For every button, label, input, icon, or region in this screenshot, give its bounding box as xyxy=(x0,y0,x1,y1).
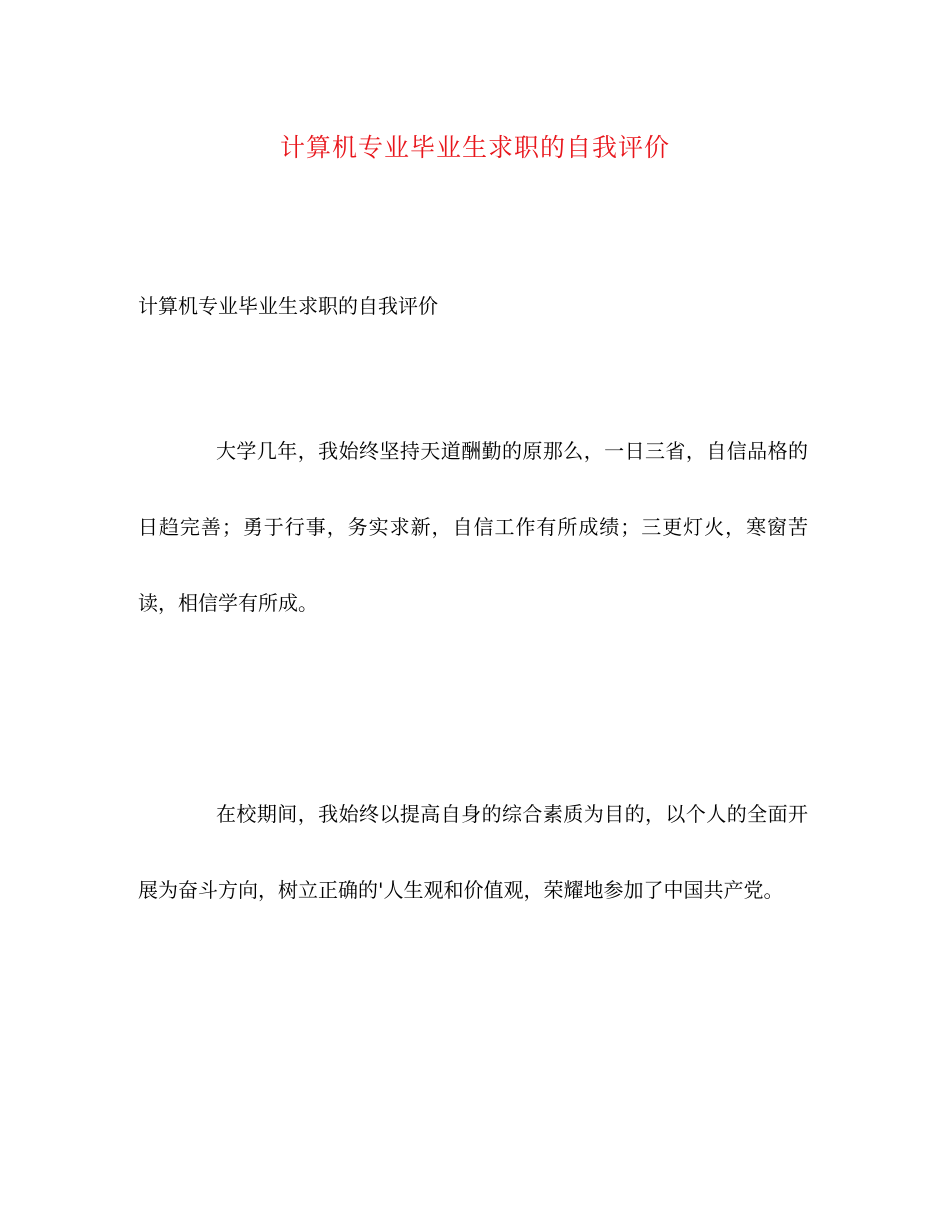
document-subheading: 计算机专业毕业生求职的自我评价 xyxy=(138,294,438,318)
document-title: 计算机专业毕业生求职的自我评价 xyxy=(279,133,670,162)
paragraph-1: 大学几年，我始终坚持天道酬勤的原那么，一日三省，自信品格的日趋完善；勇于行事，务实求新，自信工作有所成绩；三更灯火，寒窗苦读，相信学有所成。 xyxy=(138,439,808,615)
paragraph-2: 在校期间，我始终以提高自身的综合素质为目的，以个人的全面开展为奋斗方向，树立正确的'人生观和价值观，荣耀地参加了中国共产党。 xyxy=(138,802,808,902)
